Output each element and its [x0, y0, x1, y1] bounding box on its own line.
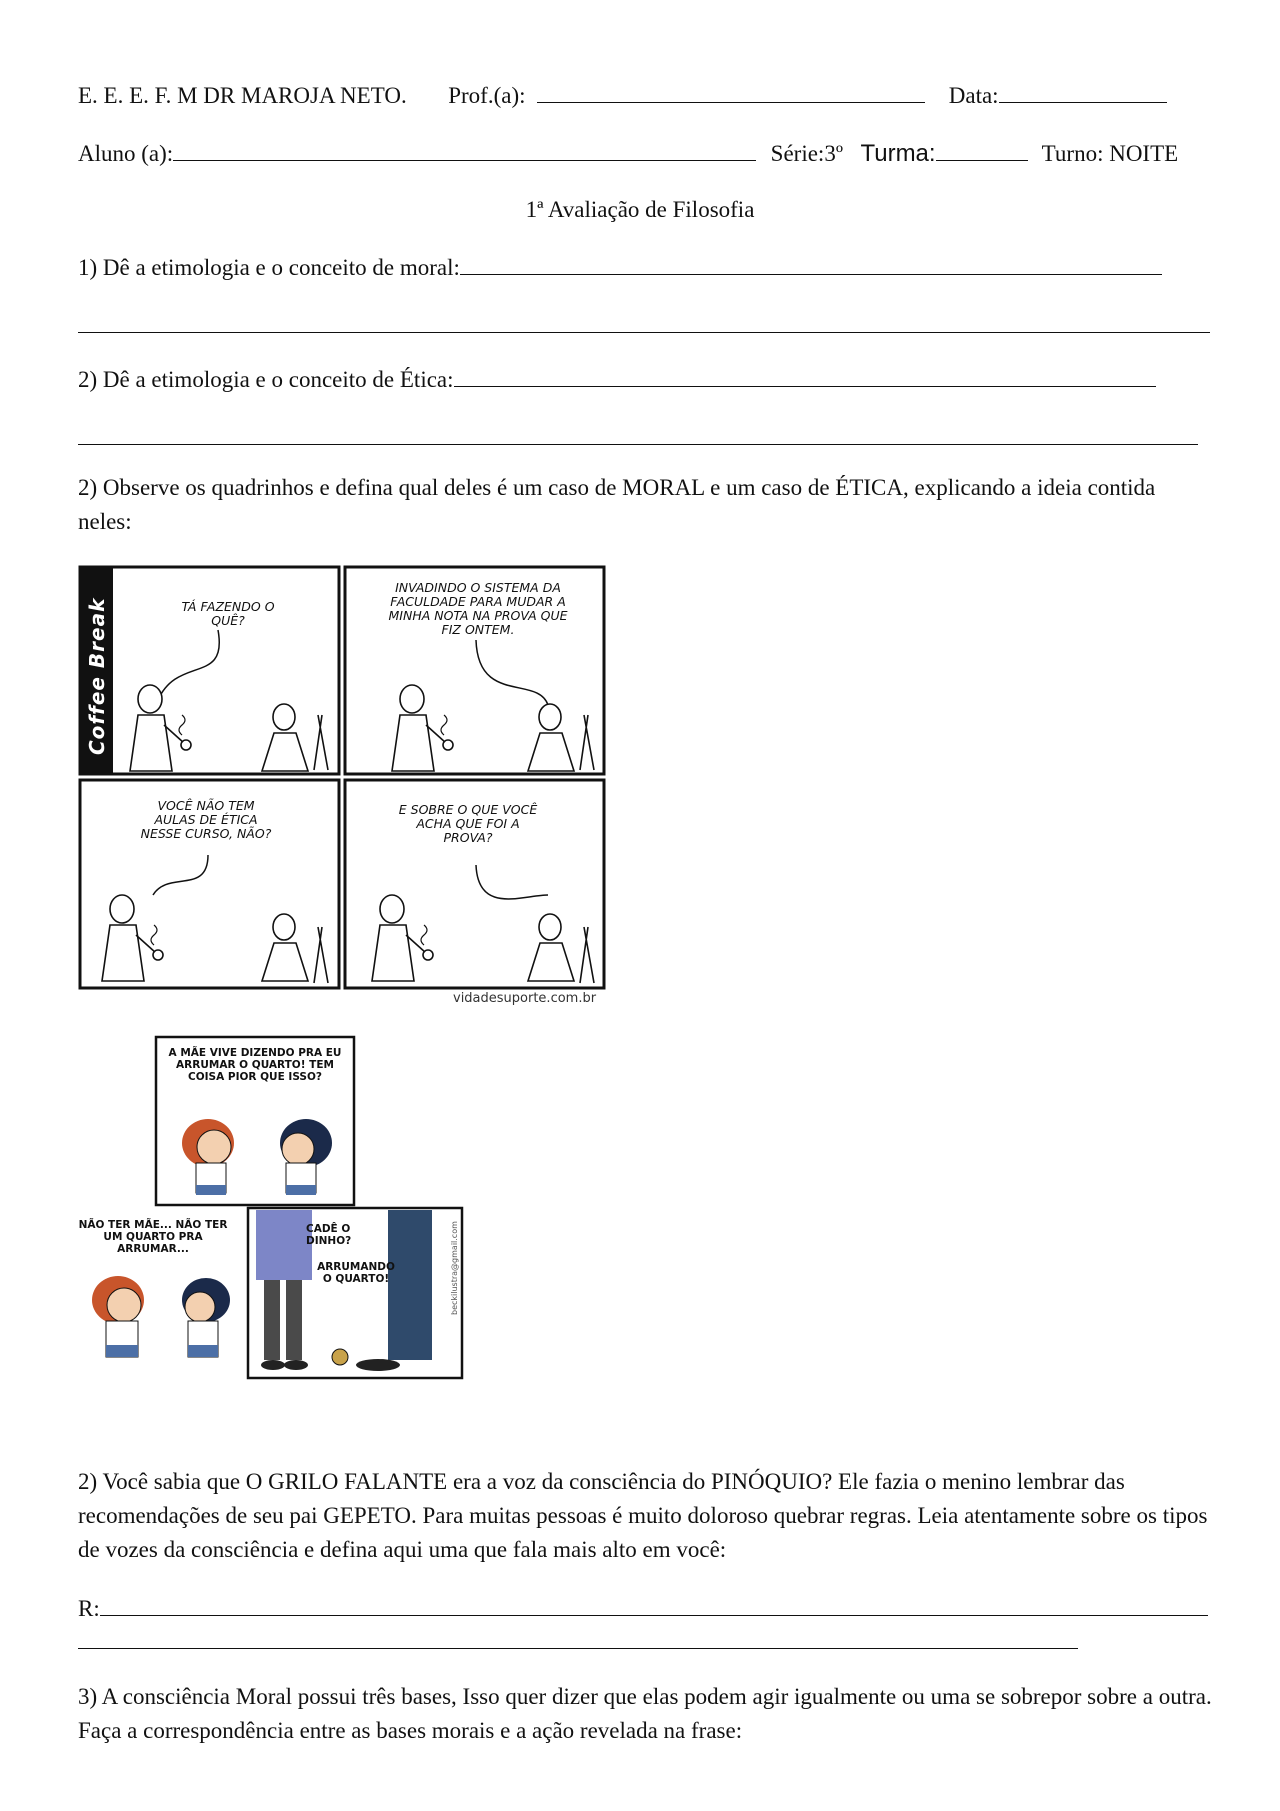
comic-strip-room-figures — [78, 1035, 468, 1380]
header-row-2 — [78, 140, 1178, 166]
comic-strip-coffee-break — [78, 565, 606, 1013]
answer-label: R: — [78, 1596, 100, 1621]
prof-field[interactable] — [537, 82, 925, 103]
page-title: 1ª Avaliação de Filosofia — [525, 197, 755, 222]
turma-label: Turma: — [860, 140, 936, 167]
comic1-panel2-speech: INVADINDO O SISTEMA DA FACULDADE PARA MUDAR A MINHA NOTA NA PROVA QUE FIZ ONTEM. — [388, 580, 568, 637]
question-5-text: 3) A consciência Moral possui três bases, Isso quer dizer que elas podem agir igualmente ou uma se sobrepor sobre a outra. Faça a correspondência entre as bases morais e a ação revelada na frase: — [78, 1684, 1212, 1743]
comic-strip-room — [78, 1035, 468, 1380]
comic2-credit: beckilustra@gmail.com — [450, 1221, 459, 1315]
question-1 — [78, 254, 1162, 279]
comic2-panel1-speech: A MÃE VIVE DIZENDO PRA EU ARRUMAR O QUARTO! TEM COISA PIOR QUE ISSO? — [168, 1047, 342, 1083]
comic1-credit: vidadesuporte.com.br — [453, 991, 597, 1006]
student-field[interactable] — [173, 140, 756, 161]
turno-label: Turno: NOITE — [1041, 141, 1179, 166]
answer-line-2[interactable] — [78, 1648, 1078, 1649]
question-1-answer-line[interactable] — [460, 254, 1162, 275]
coffee-break-logo: Coffee Break — [85, 597, 109, 755]
comic2-panel3-speech-a: CADÊ O DINHO? — [306, 1223, 352, 1247]
comic1-panel1-speech: TÁ FAZENDO O QUÊ? — [181, 599, 275, 628]
question-3-text: 2) Observe os quadrinhos e defina qual deles é um caso de MORAL e um caso de ÉTICA, explicando a ideia contida neles: — [78, 475, 1156, 534]
date-label: Data: — [948, 83, 999, 108]
question-1-text: 1) Dê a etimologia e o conceito de moral: — [78, 255, 460, 280]
question-2 — [78, 366, 1156, 391]
question-4-text: 2) Você sabia que O GRILO FALANTE era a voz da consciência do PINÓQUIO? Ele fazia o menino lembrar das recomendações de seu pai GEPETO. Para muitas pessoas é muito doloroso quebrar regras. Leia atentamente sobre os tipos de vozes da consciência e defina aqui uma que fala mais alto em você: — [78, 1469, 1208, 1562]
comic2-panel2-speech: NÃO TER MÃE... NÃO TER UM QUARTO PRA ARRUMAR... — [78, 1219, 228, 1255]
question-1-answer-line-2[interactable] — [78, 332, 1210, 333]
student-label: Aluno (a): — [78, 141, 174, 166]
comic1-panel4-speech: E SOBRE O QUE VOCÊ ACHA QUE FOI A PROVA? — [398, 802, 538, 845]
question-2-answer-line-2[interactable] — [78, 444, 1198, 445]
date-field[interactable] — [999, 82, 1167, 103]
prof-label: Prof.(a): — [448, 83, 526, 108]
turma-field[interactable] — [936, 140, 1028, 161]
comic1-panel3-speech: VOCÊ NÃO TEM AULAS DE ÉTICA NESSE CURSO, NÃO? — [140, 798, 272, 841]
question-2-text: 2) Dê a etimologia e o conceito de Ética: — [78, 367, 454, 392]
school-name: E. E. E. F. M DR MAROJA NETO. — [78, 83, 407, 108]
question-2-answer-line[interactable] — [454, 366, 1156, 387]
serie-label: Série:3º — [770, 141, 843, 166]
comic2-panel3-speech-b: ARRUMANDO O QUARTO! — [317, 1261, 395, 1285]
header-row-1 — [78, 82, 1167, 107]
answer-line-1[interactable] — [100, 1595, 1208, 1616]
answer-row — [78, 1595, 1208, 1620]
